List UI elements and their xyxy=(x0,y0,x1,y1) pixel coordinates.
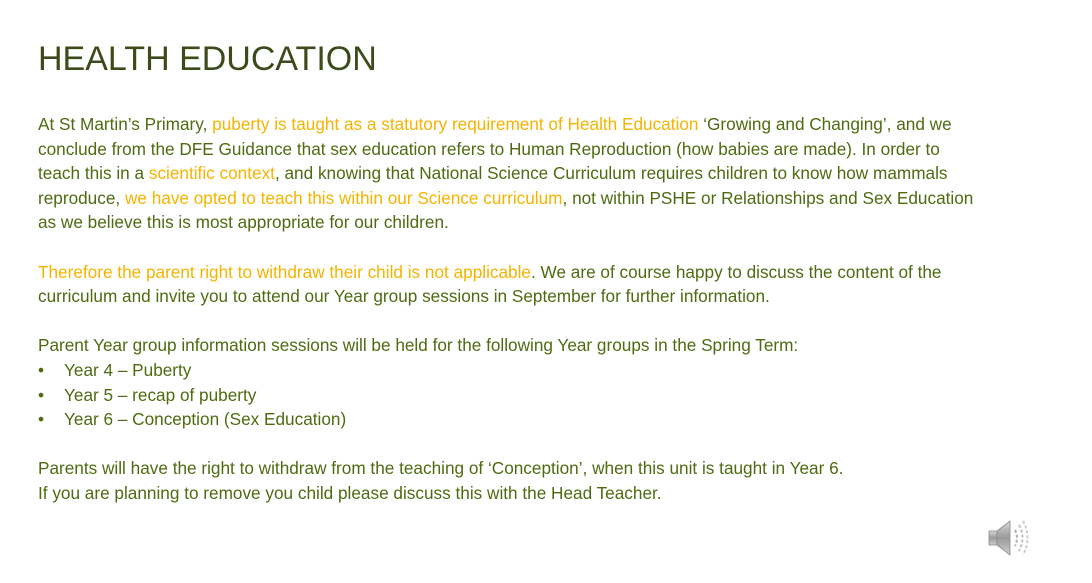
spacer xyxy=(38,235,978,260)
paragraph-puberty xyxy=(38,112,978,235)
list-item: • Year 4 – Puberty xyxy=(38,358,978,383)
text-span: At St Martin’s Primary, xyxy=(38,114,213,134)
list-item: • Year 6 – Conception (Sex Education) xyxy=(38,407,978,432)
text-span: ‘Growing and Changing’, and we conclude from the DFE Guidance that sex education refers to Human Reproduction (how babies are made). In order to teach this in a xyxy=(38,114,952,184)
highlight-scientific-context: scientific context xyxy=(148,163,275,184)
text-span: . We are of course happy to discuss the content of the curriculum and invite you to attend our Year group sessions in September for further information. xyxy=(38,261,942,307)
text-span: , not within PSHE or Relationships and Sex Education as we believe this is most appropriate for our children. xyxy=(38,187,974,233)
highlight-science-curriculum: we have opted to teach this within our Science curriculum xyxy=(124,187,563,208)
paragraph-sessions: Parent Year group information sessions will be held for the following Year groups in the Spring Term: xyxy=(38,335,799,356)
highlight-not-applicable: Therefore the parent right to withdraw their child is not applicable xyxy=(38,261,531,282)
spacer xyxy=(38,309,978,334)
paragraph-conception-line1: Parents will have the right to withdraw from the teaching of ‘Conception’, when this unit is taught in Year 6. xyxy=(38,458,844,479)
paragraph-withdraw xyxy=(38,260,978,309)
spacer xyxy=(38,432,978,457)
speaker-icon[interactable] xyxy=(986,516,1034,560)
highlight-statutory: puberty is taught as a statutory requirement of Health Education xyxy=(212,114,699,134)
text-span: , and knowing that National Science Curriculum requires children to know how mammals reproduce, xyxy=(38,163,948,208)
paragraph-conception-line2: If you are planning to remove you child please discuss this with the Head Teacher. xyxy=(38,482,662,503)
year-group-list xyxy=(38,358,978,432)
slide-body xyxy=(38,112,978,506)
list-item: • Year 5 – recap of puberty xyxy=(38,383,978,408)
slide-title: HEALTH EDUCATION xyxy=(38,40,377,78)
